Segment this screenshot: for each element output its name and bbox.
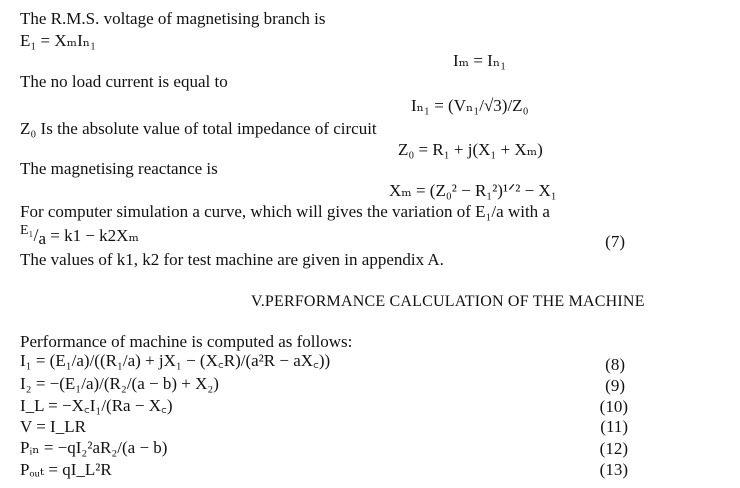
rms-intro-text: The R.M.S. voltage of magnetising branch is <box>20 9 326 28</box>
simulation-text: For computer simulation a curve, which will gives the variation of E₁/a with a <box>20 202 550 221</box>
eq7-rest: = k1 − k2Xₘ <box>46 226 139 245</box>
reactance-intro-text: The magnetising reactance is <box>20 159 218 178</box>
equation-11-number: (11) <box>600 417 628 436</box>
equation-8: I₁ = (E₁/a)/((R₁/a) + jX₁ − (X꜀R)/(a²R − aX꜀)) <box>20 351 331 370</box>
equation-8-number: (8) <box>605 355 625 374</box>
equation-9: I₂ = −(E₁/a)/(R₂/(a − b) + X₂) <box>20 374 219 393</box>
performance-intro-text: Performance of machine is computed as follows: <box>20 332 353 351</box>
section-heading: V.PERFORMANCE CALCULATION OF THE MACHINE <box>251 293 645 310</box>
eq7-slash: / <box>33 225 39 245</box>
eq7-numerator: E₁ <box>20 223 34 238</box>
z0-equation: Z₀ = R₁ + j(X₁ + Xₘ) <box>398 140 543 159</box>
equation-11: V = I_LR <box>20 417 86 436</box>
k-values-text: The values of k1, k2 for test machine are given in appendix A. <box>20 250 444 269</box>
equation-13-number: (13) <box>599 460 628 479</box>
equation-7-number: (7) <box>605 232 625 251</box>
e1-equation: E₁ = XₘIₙ₁ <box>20 31 97 50</box>
equation-12-number: (12) <box>599 439 628 458</box>
z0-description-text: Z₀ Is the absolute value of total impedance of circuit <box>20 119 377 138</box>
noload-intro-text: The no load current is equal to <box>20 72 228 91</box>
equation-10-number: (10) <box>599 397 628 416</box>
equation-9-number: (9) <box>605 376 625 395</box>
im-equation: Iₘ = Iₙ₁ <box>453 51 507 70</box>
equation-12: Pᵢₙ = −qI₂²aR₂/(a − b) <box>20 438 168 457</box>
equation-10: I_L = −X꜀I₁/(Ra − X꜀) <box>20 396 173 415</box>
equation-13: Pₒᵤₜ = qI_L²R <box>20 460 112 479</box>
xm-equation: Xₘ = (Z₀² − R₁²)¹ᐟ² − X₁ <box>389 181 557 200</box>
equation-7 <box>20 223 139 248</box>
eq7-denominator: a <box>38 229 46 248</box>
in1-equation: Iₙ₁ = (Vₙ₁/√3)/Z₀ <box>411 96 529 115</box>
